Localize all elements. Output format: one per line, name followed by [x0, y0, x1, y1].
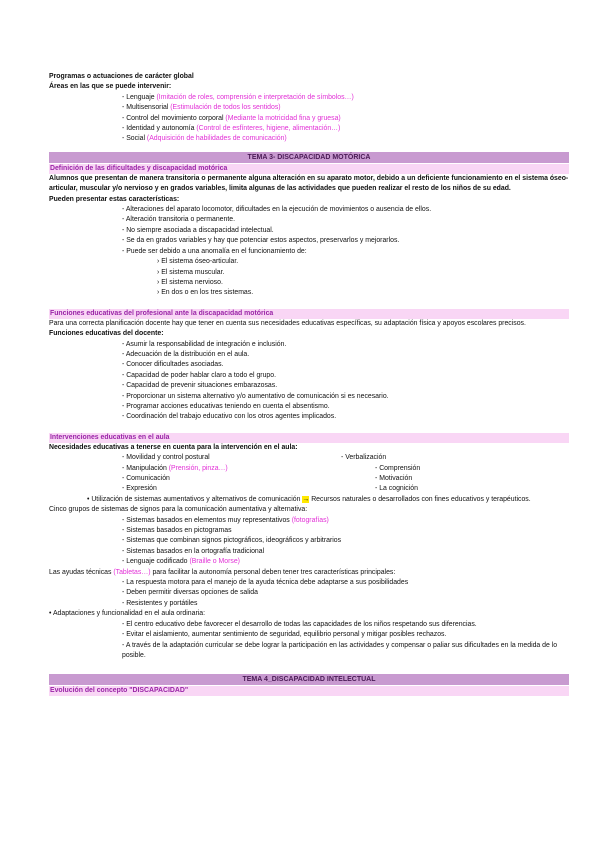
area-item: - Social (Adquisición de habilidades de comunicación)	[122, 135, 287, 143]
needs-columns	[49, 453, 569, 495]
need-item: - Comprensión	[375, 464, 421, 472]
group-item: - Sistemas que combinan signos pictográficos, ideográficos y arbitrarios	[122, 537, 342, 545]
area-item: - Identidad y autonomía (Control de esfínteres, higiene, alimentación…)	[122, 125, 341, 133]
system-item: › El sistema óseo-articular.	[157, 258, 239, 266]
area-item: - Multisensorial (Estimulación de todos los sentidos)	[122, 104, 281, 112]
need-item: - Manipulación (Prensión, pinza…)	[122, 464, 228, 472]
feature-item: - Alteración transitoria o permanente.	[122, 216, 235, 224]
area-item: - Lenguaje (Imitación de roles, comprensión e interpretación de símbolos…)	[122, 93, 354, 101]
section-heading-disability-concept: Evolución del concepto "DISCAPACIDAD"	[49, 686, 569, 696]
need-item: - Comunicación	[122, 475, 170, 482]
adapt-intro: • Adaptaciones y funcionalidad en el aula ordinaria:	[49, 610, 206, 618]
group-item: - Sistemas basados en la ortografía tradicional	[122, 547, 265, 555]
function-item: - Programar acciones educativas teniendo en cuenta el absentismo.	[122, 402, 330, 410]
group-item: - Sistemas basados en elementos muy representativos (fotografías)	[122, 516, 329, 524]
group-item: - Sistemas basados en pictogramas	[122, 527, 232, 535]
function-item: - Coordinación del trabajo educativo con los otros agentes implicados.	[122, 413, 337, 421]
feature-item: - Puede ser debido a una anomalía en el funcionamiento de:	[122, 247, 307, 255]
tema3-banner: TEMA 3- DISCAPACIDAD MOTÓRICA	[49, 152, 569, 163]
aid-item: - Deben permitir diversas opciones de salida	[122, 589, 258, 597]
function-item: - Capacidad de poder hablar claro a todo el grupo.	[122, 371, 276, 379]
areas-intro: Áreas en las que se puede intervenir:	[49, 83, 172, 91]
groups-intro: Cinco grupos de sistemas de signos para la comunicación aumentativa y alternativa:	[49, 506, 308, 514]
needs-intro: Necesidades educativas a tenerse en cuenta para la intervención en el aula:	[49, 443, 298, 451]
tema4-banner: TEMA 4_DISCAPACIDAD INTELECTUAL	[49, 674, 569, 685]
need-item: - Verbalización	[341, 454, 387, 462]
document-content	[49, 72, 569, 696]
aid-item: - La respuesta motora para el manejo de la ayuda técnica debe adaptarse a sus posibilidades	[122, 579, 409, 587]
system-item: › El sistema muscular.	[157, 268, 225, 276]
feature-item: - Alteraciones del aparato locomotor, dificultades en la ejecución de movimientos o ausencia de ellos.	[122, 206, 432, 214]
feature-item: - No siempre asociada a discapacidad intelectual.	[122, 226, 274, 234]
feature-item: - Se da en grados variables y hay que potenciar estos aspectos, preservarlos y mejorarlos.	[122, 237, 400, 245]
functions-paragraph: Para una correcta planificación docente hay que tener en cuenta sus necesidades educativas específicas, su adaptación física y apoyos escolares precisos.	[49, 319, 526, 327]
adapt-item: - El centro educativo debe favorecer el desarrollo de todas las capacidades de los niños respetando sus diferencias.	[122, 620, 477, 628]
function-item: - Proporcionar un sistema alternativo y/o aumentativo de comunicación si es necesario.	[122, 392, 389, 400]
function-item: - Asumir la responsabilidad de integración e inclusión.	[122, 340, 287, 348]
area-item: - Control del movimiento corporal (Mediante la motricidad fina y gruesa)	[122, 114, 341, 122]
function-item: - Conocer dificultades asociadas.	[122, 361, 224, 369]
section-heading-definition: Definición de las dificultades y discapacidad motórica	[49, 164, 569, 174]
need-item: - Expresión	[122, 485, 157, 493]
functions-intro: Funciones educativas del docente:	[49, 330, 164, 338]
system-item: › En dos o en los tres sistemas.	[157, 289, 254, 297]
need-item: - Movilidad y control postural	[122, 454, 210, 462]
section-heading-functions: Funciones educativas del profesional ante la discapacidad motórica	[49, 309, 569, 319]
adapt-item: - A través de la adaptación curricular se debe lograr la participación en las actividades y compensar o paliar sus dificultades en la medida de lo posible.	[122, 641, 558, 659]
group-item: - Lenguaje codificado (Braille o Morse)	[122, 558, 240, 566]
need-item: - La cognición	[375, 485, 418, 493]
aids-intro: Las ayudas técnicas (Tabletas…) para facilitar la autonomía personal deben tener tres características principales:	[49, 568, 396, 576]
function-item: - Adecuación de la distribución en el aula.	[122, 350, 250, 358]
arrow-icon: →	[302, 495, 310, 503]
aid-item: - Resistentes y portátiles	[122, 599, 198, 607]
aac-bullet: • Utilización de sistemas aumentativos y alternativos de comunicación → Recursos naturales o desarrollados con fines educativos y terapéuticos.	[87, 495, 531, 503]
programs-title: Programas o actuaciones de carácter global	[49, 73, 194, 80]
need-item: - Motivación	[375, 475, 413, 482]
adapt-item: - Evitar el aislamiento, aumentar sentimiento de seguridad, equilibrio personal y mitigar posibles rechazos.	[122, 631, 447, 639]
features-intro: Pueden presentar estas características:	[49, 195, 180, 203]
system-item: › El sistema nervioso.	[157, 278, 223, 286]
definition-paragraph: Alumnos que presentan de manera transitoria o permanente alguna alteración en su aparato motor, debido a un deficiente funcionamiento en el sistema óseo-articular, muscular y/o nervioso y en grados variables, limita algunas de las actividades que pueden realizar el resto de los niños de su edad.	[49, 174, 569, 193]
section-heading-interventions: Intervenciones educativas en el aula	[49, 433, 569, 443]
function-item: - Capacidad de prevenir situaciones embarazosas.	[122, 382, 278, 390]
